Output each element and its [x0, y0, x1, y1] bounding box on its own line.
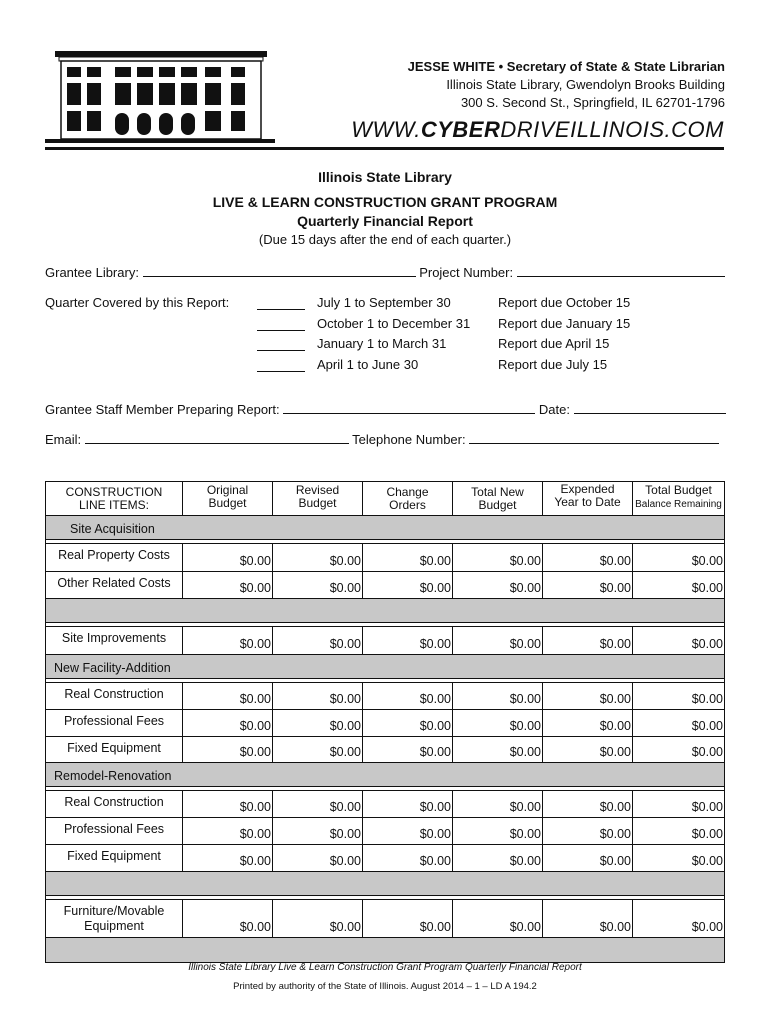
project-number-label: Project Number:	[419, 265, 514, 280]
col-change-orders: Change Orders	[363, 482, 453, 516]
col-total-new-budget: Total New Budget	[453, 482, 543, 516]
amount-cell[interactable]: $0.00	[453, 627, 543, 655]
amount-cell[interactable]: $0.00	[363, 737, 453, 763]
amount-cell[interactable]: $0.00	[543, 683, 633, 710]
amount-cell[interactable]: $0.00	[273, 737, 363, 763]
email-input[interactable]	[85, 431, 349, 444]
line-item-label: Professional Fees	[46, 710, 183, 737]
col-revised-budget: Revised Budget	[273, 482, 363, 516]
program-title: LIVE & LEARN CONSTRUCTION GRANT PROGRAM	[212, 194, 558, 210]
amount-cell[interactable]: $0.00	[363, 818, 453, 845]
amount-cell[interactable]: $0.00	[543, 737, 633, 763]
quarter-3-due: Report due April 15	[498, 336, 610, 351]
library-building-logo	[45, 45, 275, 148]
grantee-row	[45, 264, 725, 280]
amount-cell[interactable]: $0.00	[633, 710, 725, 737]
amount-cell[interactable]: $0.00	[273, 544, 363, 572]
section-site-acquisition: Site Acquisition	[46, 516, 725, 540]
amount-cell[interactable]: $0.00	[183, 791, 273, 818]
telephone-label: Telephone Number:	[352, 432, 466, 447]
table-row	[46, 845, 725, 872]
amount-cell[interactable]: $0.00	[633, 683, 725, 710]
amount-cell[interactable]: $0.00	[363, 627, 453, 655]
col-total-budget-balance: Total Budget Balance Remaining	[633, 482, 725, 516]
amount-cell[interactable]: $0.00	[543, 627, 633, 655]
quarter-4-due: Report due July 15	[498, 357, 608, 372]
header-official: JESSE WHITE • Secretary of State & State Librarian	[407, 59, 725, 74]
table-row	[46, 544, 725, 572]
table-header-row	[46, 482, 725, 516]
amount-cell[interactable]: $0.00	[453, 572, 543, 599]
col-expended: Expended Year to Date	[543, 482, 633, 516]
amount-cell[interactable]: $0.00	[183, 845, 273, 872]
amount-cell[interactable]: $0.00	[633, 818, 725, 845]
section-remodel: Remodel-Renovation	[46, 763, 725, 787]
table-row	[46, 683, 725, 710]
date-label: Date:	[538, 402, 570, 417]
amount-cell[interactable]: $0.00	[543, 900, 633, 938]
header-rule	[45, 147, 724, 150]
amount-cell[interactable]: $0.00	[453, 683, 543, 710]
line-item-label: Site Improvements	[46, 627, 183, 655]
amount-cell[interactable]: $0.00	[633, 900, 725, 938]
amount-cell[interactable]: $0.00	[543, 845, 633, 872]
amount-cell[interactable]: $0.00	[183, 818, 273, 845]
amount-cell[interactable]: $0.00	[273, 900, 363, 938]
amount-cell[interactable]: $0.00	[453, 818, 543, 845]
table-row	[46, 710, 725, 737]
line-item-label: Real Property Costs	[46, 544, 183, 572]
line-item-label: Fixed Equipment	[46, 845, 183, 872]
table-row	[46, 572, 725, 599]
date-input[interactable]	[574, 401, 726, 414]
amount-cell[interactable]: $0.00	[273, 627, 363, 655]
amount-cell[interactable]: $0.00	[543, 572, 633, 599]
amount-cell[interactable]: $0.00	[543, 818, 633, 845]
section-new-facility: New Facility-Addition	[46, 655, 725, 679]
report-title: Quarterly Financial Report	[297, 213, 473, 229]
agency-title: Illinois State Library	[318, 169, 452, 185]
footer-printed: Printed by authority of the State of Illinois. August 2014 – 1 – LD A 194.2	[233, 981, 537, 992]
budget-table	[45, 481, 725, 963]
section-blank	[46, 599, 725, 623]
amount-cell[interactable]: $0.00	[183, 710, 273, 737]
amount-cell[interactable]: $0.00	[273, 710, 363, 737]
quarter-4-check[interactable]	[257, 359, 305, 372]
quarter-covered-label: Quarter Covered by this Report:	[45, 295, 230, 310]
amount-cell[interactable]: $0.00	[363, 572, 453, 599]
amount-cell[interactable]: $0.00	[183, 737, 273, 763]
telephone-input[interactable]	[469, 431, 719, 444]
quarter-1-period: July 1 to September 30	[317, 295, 451, 310]
footer-title: Illinois State Library Live & Learn Construction Grant Program Quarterly Financial Report	[188, 962, 582, 973]
amount-cell[interactable]: $0.00	[183, 544, 273, 572]
section-blank	[46, 872, 725, 896]
quarter-3-check[interactable]	[257, 338, 305, 351]
table-row	[46, 818, 725, 845]
amount-cell[interactable]: $0.00	[273, 683, 363, 710]
amount-cell[interactable]: $0.00	[273, 818, 363, 845]
section-blank	[46, 938, 725, 963]
amount-cell[interactable]: $0.00	[543, 791, 633, 818]
amount-cell[interactable]: $0.00	[273, 791, 363, 818]
project-number-input[interactable]	[517, 264, 725, 277]
amount-cell[interactable]: $0.00	[453, 710, 543, 737]
amount-cell[interactable]: $0.00	[453, 737, 543, 763]
line-item-label: Fixed Equipment	[46, 737, 183, 763]
amount-cell[interactable]: $0.00	[363, 683, 453, 710]
email-label: Email:	[45, 432, 82, 447]
amount-cell[interactable]: $0.00	[363, 900, 453, 938]
table-row	[46, 627, 725, 655]
col-original-budget: Original Budget	[183, 482, 273, 516]
staff-row	[45, 401, 726, 417]
line-item-label: Furniture/Movable Equipment	[46, 900, 183, 938]
amount-cell[interactable]: $0.00	[363, 710, 453, 737]
amount-cell[interactable]: $0.00	[543, 710, 633, 737]
quarter-3-period: January 1 to March 31	[317, 336, 447, 351]
table-row	[46, 791, 725, 818]
amount-cell[interactable]: $0.00	[633, 544, 725, 572]
amount-cell[interactable]: $0.00	[183, 900, 273, 938]
staff-member-label: Grantee Staff Member Preparing Report:	[45, 402, 280, 417]
grantee-library-input[interactable]	[143, 264, 416, 277]
amount-cell[interactable]: $0.00	[273, 845, 363, 872]
table-row	[46, 737, 725, 763]
amount-cell[interactable]: $0.00	[633, 572, 725, 599]
quarter-2-period: October 1 to December 31	[317, 316, 471, 331]
header-address: 300 S. Second St., Springfield, IL 62701-1796	[460, 95, 725, 110]
amount-cell[interactable]: $0.00	[543, 544, 633, 572]
amount-cell[interactable]: $0.00	[183, 683, 273, 710]
amount-cell[interactable]: $0.00	[633, 845, 725, 872]
quarter-2-due: Report due January 15	[498, 316, 631, 331]
line-item-label: Other Related Costs	[46, 572, 183, 599]
amount-cell[interactable]: $0.00	[633, 627, 725, 655]
line-item-label: Real Construction	[46, 683, 183, 710]
col-line-items: CONSTRUCTION LINE ITEMS:	[46, 482, 183, 516]
amount-cell[interactable]: $0.00	[273, 572, 363, 599]
quarter-1-due: Report due October 15	[498, 295, 631, 310]
amount-cell[interactable]: $0.00	[453, 791, 543, 818]
amount-cell[interactable]: $0.00	[183, 627, 273, 655]
amount-cell[interactable]: $0.00	[633, 737, 725, 763]
quarter-4-period: April 1 to June 30	[317, 357, 419, 372]
amount-cell[interactable]: $0.00	[183, 572, 273, 599]
amount-cell[interactable]: $0.00	[363, 544, 453, 572]
amount-cell[interactable]: $0.00	[363, 791, 453, 818]
quarter-2-check[interactable]	[257, 318, 305, 331]
due-note: (Due 15 days after the end of each quarter.)	[258, 232, 512, 247]
header-building: Illinois State Library, Gwendolyn Brooks Building	[446, 77, 725, 92]
amount-cell[interactable]: $0.00	[453, 544, 543, 572]
header-website-link[interactable]: WWW.CYBERDRIVEILLINOIS.COM	[351, 117, 724, 142]
contact-row	[45, 431, 719, 447]
amount-cell[interactable]: $0.00	[633, 791, 725, 818]
amount-cell[interactable]: $0.00	[453, 845, 543, 872]
line-item-label: Real Construction	[46, 791, 183, 818]
staff-member-input[interactable]	[283, 401, 535, 414]
amount-cell[interactable]: $0.00	[363, 845, 453, 872]
table-row	[46, 900, 725, 938]
grantee-library-label: Grantee Library:	[45, 265, 139, 280]
line-item-label: Professional Fees	[46, 818, 183, 845]
quarter-1-check[interactable]	[257, 297, 305, 310]
amount-cell[interactable]: $0.00	[453, 900, 543, 938]
